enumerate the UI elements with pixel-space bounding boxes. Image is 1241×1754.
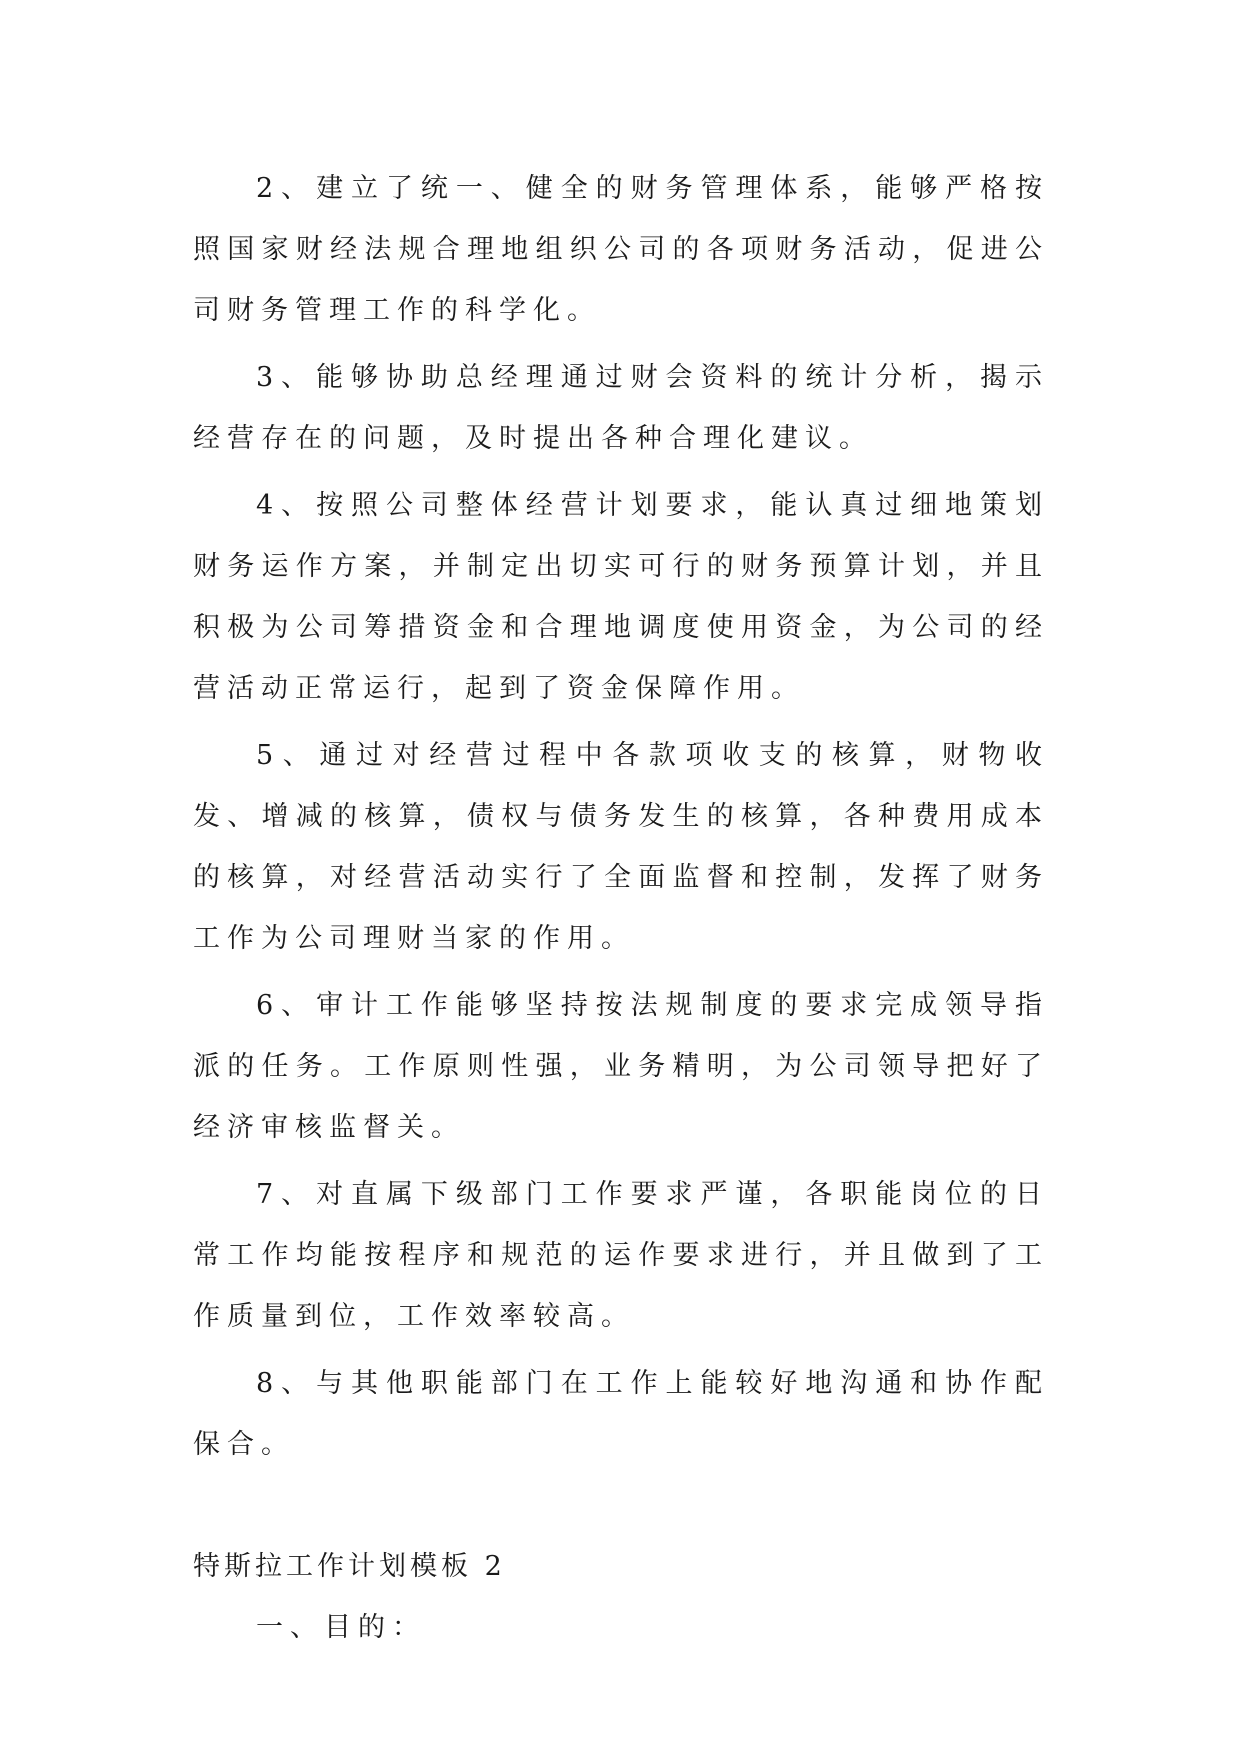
document-body — [193, 158, 1049, 1658]
paragraph-item-7: 7、对直属下级部门工作要求严谨，各职能岗位的日常工作均能按程序和规范的运作要求进行，并且做到了工作质量到位，工作效率较高。 — [193, 1179, 1049, 1332]
section-title: 特斯拉工作计划模板 2 — [193, 1551, 506, 1582]
paragraph-item-5: 5、通过对经营过程中各款项收支的核算，财物收发、增减的核算，债权与债务发生的核算，各种费用成本的核算，对经营活动实行了全面监督和控制，发挥了财务工作为公司理财当家的作用。 — [193, 740, 1049, 954]
paragraph-item-6: 6、审计工作能够坚持按法规制度的要求完成领导指派的任务。工作原则性强，业务精明，为公司领导把好了经济审核监督关。 — [193, 990, 1049, 1143]
section-spacer — [193, 1481, 1049, 1536]
paragraph-item-4: 4、按照公司整体经营计划要求，能认真过细地策划财务运作方案，并制定出切实可行的财务预算计划，并且积极为公司筹措资金和合理地调度使用资金，为公司的经营活动正常运行，起到了资金保障作用。 — [193, 490, 1049, 704]
paragraph-item-2: 2、建立了统一、健全的财务管理体系，能够严格按照国家财经法规合理地组织公司的各项财务活动，促进公司财务管理工作的科学化。 — [193, 173, 1049, 326]
paragraph-item-8: 8、与其他职能部门在工作上能较好地沟通和协作配保合。 — [193, 1368, 1049, 1460]
subheading-purpose: 一、目的： — [256, 1612, 426, 1643]
paragraph-item-3: 3、能够协助总经理通过财会资料的统计分析，揭示经营存在的问题，及时提出各种合理化建议。 — [193, 362, 1049, 454]
